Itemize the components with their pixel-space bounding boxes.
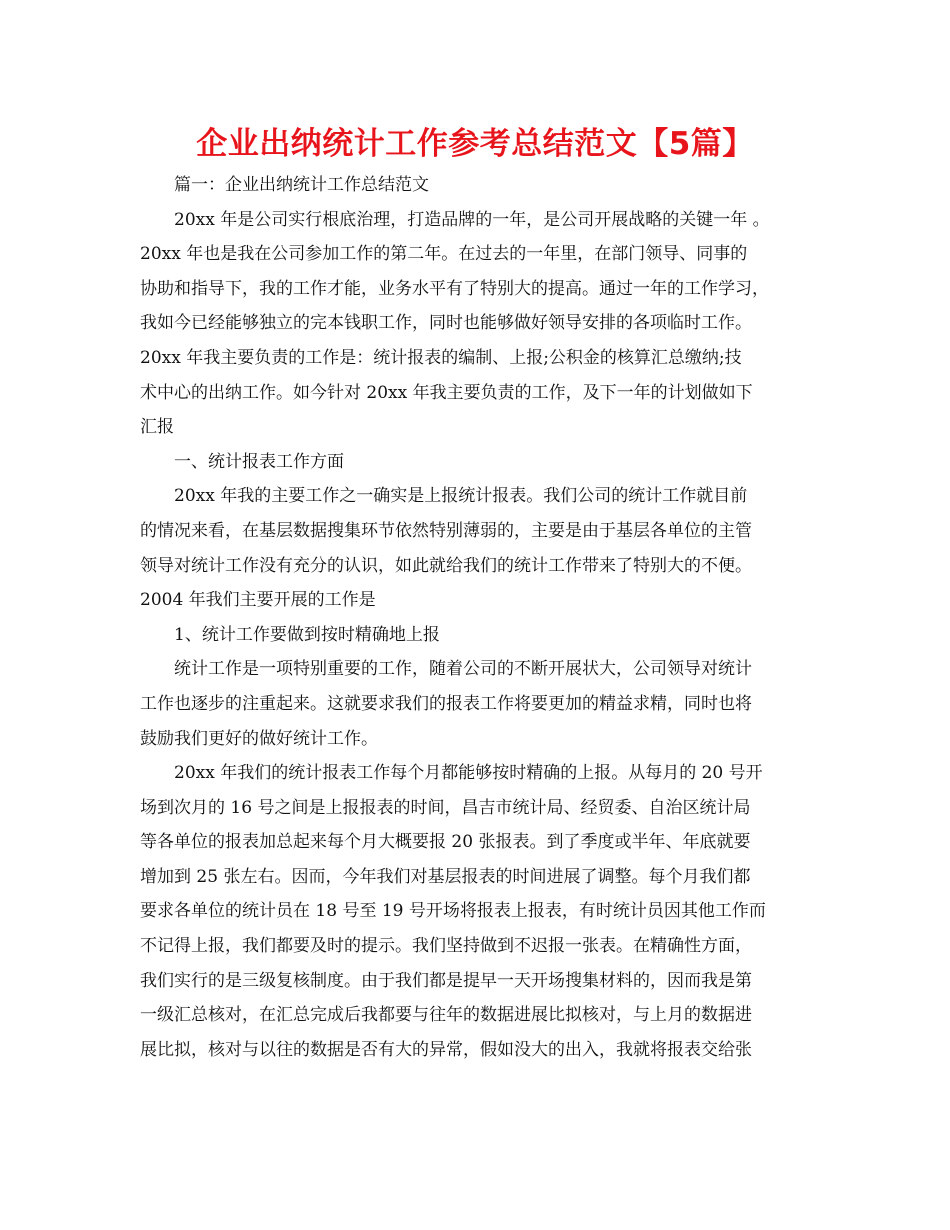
text-line: 的情况来看，在基层数据搜集环节依然特别薄弱的，主要是由于基层各单位的主管	[140, 520, 752, 541]
text-line: 鼓励我们更好的做好统计工作。	[140, 728, 378, 749]
text-line: 不记得上报，我们都要及时的提示。我们坚持做到不迟报一张表。在精确性方面，	[140, 936, 752, 957]
document-body	[140, 168, 816, 1067]
text-line: 领导对统计工作没有充分的认识，如此就给我们的统计工作带来了特别大的不便。	[140, 555, 752, 576]
text-line: 要求各单位的统计员在 18 号至 19 号开场将报表上报表，有时统计员因其他工作而	[140, 901, 766, 922]
document-title: 企业出纳统计工作参考总结范文【5篇】	[196, 126, 754, 162]
text-line: 工作也逐步的注重起来。这就要求我们的报表工作将要更加的精益求精，同时也将	[140, 693, 752, 714]
text-line: 1、统计工作要做到按时精确地上报	[174, 624, 440, 645]
text-line: 协助和指导下，我的工作才能，业务水平有了特别大的提高。通过一年的工作学习，	[140, 278, 769, 299]
text-line: 场到次月的 16 号之间是上报报表的时间，昌吉市统计局、经贸委、自治区统计局	[140, 797, 751, 818]
text-line: 2004 年我们主要开展的工作是	[140, 590, 376, 611]
text-line: 增加到 25 张左右。因而，今年我们对基层报表的时间进展了调整。每个月我们都	[140, 866, 751, 887]
text-line: 20xx 年是公司实行根底治理，打造品牌的一年，是公司开展战略的关键一年 。	[174, 209, 770, 230]
text-line: 我如今已经能够独立的完本钱职工作，同时也能够做好领导安排的各项临时工作。	[140, 313, 752, 334]
text-line: 篇一：企业出纳统计工作总结范文	[174, 175, 429, 195]
text-line: 展比拟，核对与以往的数据是否有大的异常，假如没大的出入，我就将报表交给张	[140, 1039, 752, 1060]
text-line: 一、统计报表工作方面	[174, 451, 344, 472]
text-line: 汇报	[140, 417, 174, 438]
text-line: 20xx 年我们的统计报表工作每个月都能够按时精确的上报。从每月的 20 号开	[174, 763, 763, 784]
text-line: 术中心的出纳工作。如今针对 20xx 年我主要负责的工作，及下一年的计划做如下	[140, 382, 753, 403]
text-line: 我们实行的是三级复核制度。由于我们都是提早一天开场搜集材料的，因而我是第	[140, 970, 752, 991]
text-line: 20xx 年我的主要工作之一确实是上报统计报表。我们公司的统计工作就目前	[174, 486, 748, 507]
text-line: 等各单位的报表加总起来每个月大概要报 20 张报表。到了季度或半年、年底就要	[140, 832, 751, 853]
text-line: 一级汇总核对，在汇总完成后我都要与往年的数据进展比拟核对，与上月的数据进	[140, 1005, 752, 1026]
text-line: 20xx 年也是我在公司参加工作的第二年。在过去的一年里，在部门领导、同事的	[140, 244, 748, 265]
text-line: 统计工作是一项特别重要的工作，随着公司的不断开展状大，公司领导对统计	[174, 659, 752, 680]
text-line: 20xx 年我主要负责的工作是：统计报表的编制、上报;公积金的核算汇总缴纳;技	[140, 347, 742, 368]
